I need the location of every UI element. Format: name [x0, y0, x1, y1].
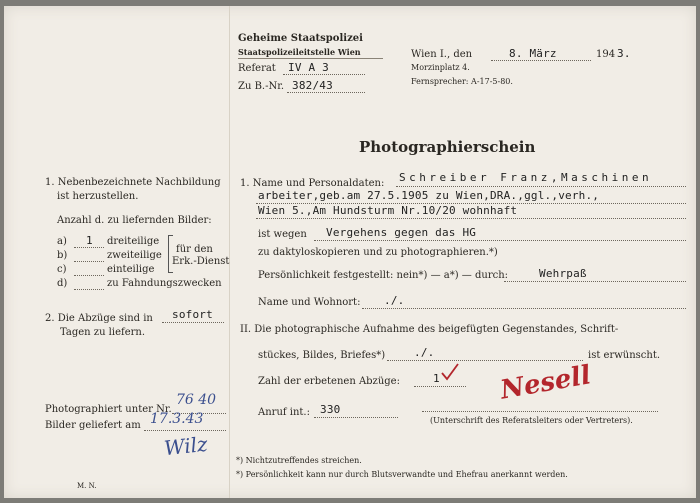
- s1-line3: Wien 5.,Am Hundsturm Nr.10/20 wohnhaft: [258, 204, 518, 217]
- s2-line1: II. Die photographische Aufnahme des beigefügten Gegenstandes, Schrift-: [240, 324, 619, 335]
- s2-line2-value: ./.: [414, 346, 435, 359]
- date-dots: [491, 60, 591, 61]
- official-signature: Nesell: [498, 360, 594, 406]
- count-label: Anzahl d. zu liefernden Bilder:: [57, 215, 212, 226]
- item2-line1: 2. Die Abzüge sind in: [45, 313, 153, 324]
- document-page: Geheime Staatspolizei Staatspolizeileitstelle Wien Referat IV A 3 Zu B.-Nr. 382/43 Wien I., den 8. März 194 3. Morzinplatz 4. Fernsprecher: A-17-5-80. Photographierschein 1. Nebenbezeichnete Nachbildung ist herzustellen. Anzahl d. zu liefernden Bilder: a) 1 dreiteilige b) zweiteilige c) einteilige d) zu Fahndungszwecken für den Erk.-Dienst 2. Die Abzüge sind in sofort Tagen zu liefern. Photographiert unter Nr. 76 40 Bilder geliefert am 17.3.43 Wilz M. N. 1. Name und Personaldaten: Schreiber Franz,Maschinen arbeiter,geb.am 27.5.1905 zu Wien,DRA.,ggl.,verh., Wien 5.,Am Hundsturm Nr.10/20 wohnhaft ist wegen Vergehens gegen das HG zu daktyloskopieren und zu photographieren.*) Persönlichkeit festgestellt: nein*) — a*) — durch: Wehrpaß Name und Wohnort: ./. II. Die photographische Aufnahme des beigefügten Gegenstandes, Schrift- stückes, Bildes, Briefes*) ./. ist erwünscht. Zahl der erbetenen Abzüge: 1 Anruf int.: 330 Nesell (Unterschrift des Referatsleiters oder Vertreters). *) Nichtzutreffendes streichen. *) Persönlichkeit kann nur durch Blutsverwandte und Ehefrau anerkannt werden.: [4, 6, 696, 498]
- delivered-label: Bilder geliefert am: [45, 420, 141, 431]
- form-title: Photographierschein: [359, 138, 536, 156]
- brace-line2: Erk.-Dienst: [172, 256, 230, 267]
- s1-line2: arbeiter,geb.am 27.5.1905 zu Wien,DRA.,ggl.,verh.,: [258, 189, 600, 202]
- az-value: 382/43: [292, 79, 333, 92]
- name-label: Name und Wohnort:: [258, 297, 361, 308]
- item1-line1: 1. Nebenbezeichnete Nachbildung: [45, 177, 221, 188]
- count-a-value: 1: [86, 234, 93, 247]
- photo-number: 76 40: [176, 392, 217, 408]
- checkmark-icon: [440, 362, 460, 386]
- item1-line2: ist herzustellen.: [57, 191, 139, 202]
- referat-value: IV A 3: [288, 61, 329, 74]
- referat-dots: [283, 74, 365, 75]
- org-name: Geheime Staatspolizei: [238, 33, 363, 44]
- footnote-1: *) Nichtzutreffendes streichen.: [236, 456, 362, 465]
- brace-line1: für den: [176, 244, 213, 255]
- left-signature: Wilz: [162, 431, 209, 461]
- referat-label: Referat: [238, 63, 276, 74]
- delivered-date: 17.3.43: [150, 411, 204, 427]
- item2-value: sofort: [172, 308, 213, 321]
- year-prefix: 194: [596, 49, 616, 60]
- purpose-text: zu daktyloskopieren und zu photographieren.*): [258, 247, 498, 258]
- az-label: Zu B.-Nr.: [238, 81, 285, 92]
- footnote-2: *) Persönlichkeit kann nur durch Blutsverwandte und Ehefrau anerkannt werden.: [236, 470, 568, 479]
- date-value: 8. März: [509, 47, 557, 60]
- s1-label: 1. Name und Personaldaten:: [240, 178, 385, 189]
- identity-label: Persönlichkeit festgestellt: nein*) — a*) — durch:: [258, 270, 509, 281]
- because-label: ist wegen: [258, 229, 307, 240]
- phone: Fernsprecher: A-17-5-80.: [411, 77, 513, 86]
- initials: M. N.: [77, 482, 97, 490]
- photo-label: Photographiert unter Nr.: [45, 404, 172, 415]
- item2-line2: Tagen zu liefern.: [60, 327, 146, 338]
- signature-caption: (Unterschrift des Referatsleiters oder Vertreters).: [430, 416, 633, 425]
- org-office: Staatspolizeileitstelle Wien: [238, 47, 361, 57]
- call-label: Anruf int.:: [258, 407, 310, 418]
- fold-line: [229, 6, 230, 498]
- item2-dots: [162, 322, 224, 323]
- year-digit: 3.: [617, 47, 631, 60]
- identity-value: Wehrpaß: [539, 267, 587, 280]
- name-value: ./.: [384, 294, 405, 307]
- s2-line2-label: stückes, Bildes, Briefes*): [258, 350, 386, 361]
- s1-line1: Schreiber Franz,Maschinen: [399, 171, 653, 184]
- copies-value: 1: [433, 372, 440, 385]
- s2-line2-end: ist erwünscht.: [588, 350, 661, 361]
- header-underline: [238, 58, 383, 59]
- place-label: Wien I., den: [411, 49, 473, 60]
- copies-label: Zahl der erbetenen Abzüge:: [258, 376, 400, 387]
- address: Morzinplatz 4.: [411, 63, 470, 72]
- az-dots: [287, 92, 365, 93]
- because-value: Vergehens gegen das HG: [326, 226, 477, 239]
- brace: [168, 235, 173, 273]
- call-value: 330: [320, 403, 341, 416]
